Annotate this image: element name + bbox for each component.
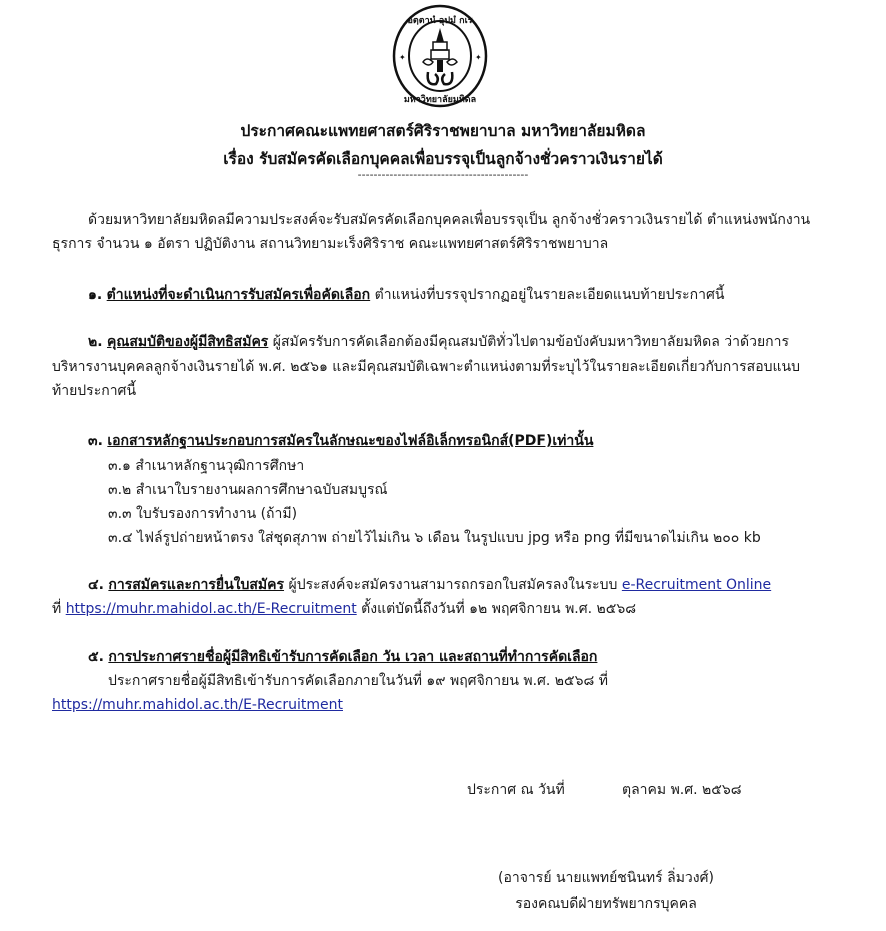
intro-line-2: ธุรการ จำนวน ๑ อัตรา ปฏิบัติงาน สถานวิทยามะเร็งศิริราช คณะแพทยศาสตร์ศิริราชพยาบาล [52,236,609,252]
e-recruitment-url-link[interactable]: https://muhr.mahidol.ac.th/E-Recruitment [65,601,357,617]
announcement-title: ประกาศคณะแพทยศาสตร์ศิริราชพยาบาล มหาวิทยาลัยมหิดล [240,122,646,140]
section-1-text: ตำแหน่งที่บรรจุปรากฏอยู่ในรายละเอียดแนบท้ายประกาศนี้ [374,287,725,303]
section-3-header [88,429,593,453]
section-5-heading: การประกาศรายชื่อผู้มีสิทธิเข้ารับการคัดเลือก วัน เวลา และสถานที่ทำการคัดเลือก [108,649,598,665]
signer-name: (อาจารย์ นายแพทย์ชนินทร์ ลิ่มวงศ์) [498,870,714,886]
section-2-line-2: บริหารงานบุคคลลูกจ้างเงินรายได้ พ.ศ. ๒๕๖๑ และมีคุณสมบัติเฉพาะตำแหน่งตามที่ระบุไว้ในรายละเอียดเกี่ยวกับการสอบแนบ [52,359,800,375]
section-3-heading: เอกสารหลักฐานประกอบการสมัครในลักษณะของไฟล์อิเล็กทรอนิกส์(PDF)เท่านั้น [107,433,594,449]
section-2-heading: คุณสมบัติของผู้มีสิทธิสมัคร [107,334,269,350]
svg-text:✦: ✦ [475,53,482,62]
section-5-text: ประกาศรายชื่อผู้มีสิทธิเข้ารับการคัดเลือกภายในวันที่ ๑๙ พฤศจิกายน พ.ศ. ๒๕๖๘ ที่ [108,673,608,689]
section-2-number: ๒. [88,334,103,350]
section-5-header [88,645,597,669]
e-recruitment-online-link[interactable]: e-Recruitment Online [621,577,772,593]
section-2-line-3: ท้ายประกาศนี้ [52,383,137,399]
seal-top-text: อตฺตานํ อุปมํ กเร [407,16,473,26]
announcement-date-label: ประกาศ ณ วันที่ [467,782,565,798]
title-separator: ------------------------------------------- [357,168,529,181]
section-2-text-1: ผู้สมัครรับการคัดเลือกต้องมีคุณสมบัติทั่วไปตามข้อบังคับมหาวิทยาลัยมหิดล ว่าด้วยการ [272,334,790,350]
section-4-line-1 [88,573,771,597]
section-4-heading: การสมัครและการยื่นใบสมัคร [108,577,285,593]
section-5-number: ๕. [88,649,104,665]
section-3-number: ๓. [88,433,103,449]
section-4-deadline-text: ตั้งแต่บัดนี้ถึงวันที่ ๑๒ พฤศจิกายน พ.ศ. ๒๕๖๘ [361,601,637,617]
document-list-item: ๓.๒ สำเนาใบรายงานผลการศึกษาฉบับสมบูรณ์ [108,482,388,498]
document-list-item: ๓.๓ ใบรับรองการทำงาน (ถ้ามี) [108,506,298,522]
seal-bottom-text: มหาวิทยาลัยมหิดล [403,95,477,105]
seal-icon [379,2,501,110]
document-list-item: ๓.๑ สำเนาหลักฐานวุฒิการศึกษา [108,458,305,474]
announcement-subject: เรื่อง รับสมัครคัดเลือกบุคคลเพื่อบรรจุเป็นลูกจ้างชั่วคราวเงินรายได้ [223,150,663,168]
section-4-text-prefix: ที่ [52,601,62,617]
section-4-line-2 [52,597,636,621]
announcement-url-link[interactable]: https://muhr.mahidol.ac.th/E-Recruitment [52,697,343,713]
section-1 [88,283,724,307]
section-1-heading: ตำแหน่งที่จะดำเนินการรับสมัครเพื่อคัดเลือก [106,287,371,303]
svg-text:✦: ✦ [399,53,406,62]
announcement-date-value: ตุลาคม พ.ศ. ๒๕๖๘ [622,782,742,798]
section-1-number: ๑. [88,287,103,303]
section-4-number: ๔. [88,577,104,593]
university-seal-logo [379,2,501,110]
section-2-line-1 [88,330,789,354]
section-4-text-1: ผู้ประสงค์จะสมัครงานสามารถกรอกใบสมัครลงในระบบ [288,577,618,593]
document-list-item: ๓.๔ ไฟล์รูปถ่ายหน้าตรง ใส่ชุดสุภาพ ถ่ายไว้ไม่เกิน ๖ เดือน ในรูปแบบ jpg หรือ png ที่มีขนาดไม่เกิน ๒๐๐ kb [108,530,761,546]
intro-line-1: ด้วยมหาวิทยาลัยมหิดลมีความประสงค์จะรับสมัครคัดเลือกบุคคลเพื่อบรรจุเป็น ลูกจ้างชั่วคราวเงินรายได้ ตำแหน่งพนักงาน [88,212,811,228]
signer-title: รองคณบดีฝ่ายทรัพยากรบุคคล [515,896,697,912]
section-5-line-2 [52,693,343,717]
